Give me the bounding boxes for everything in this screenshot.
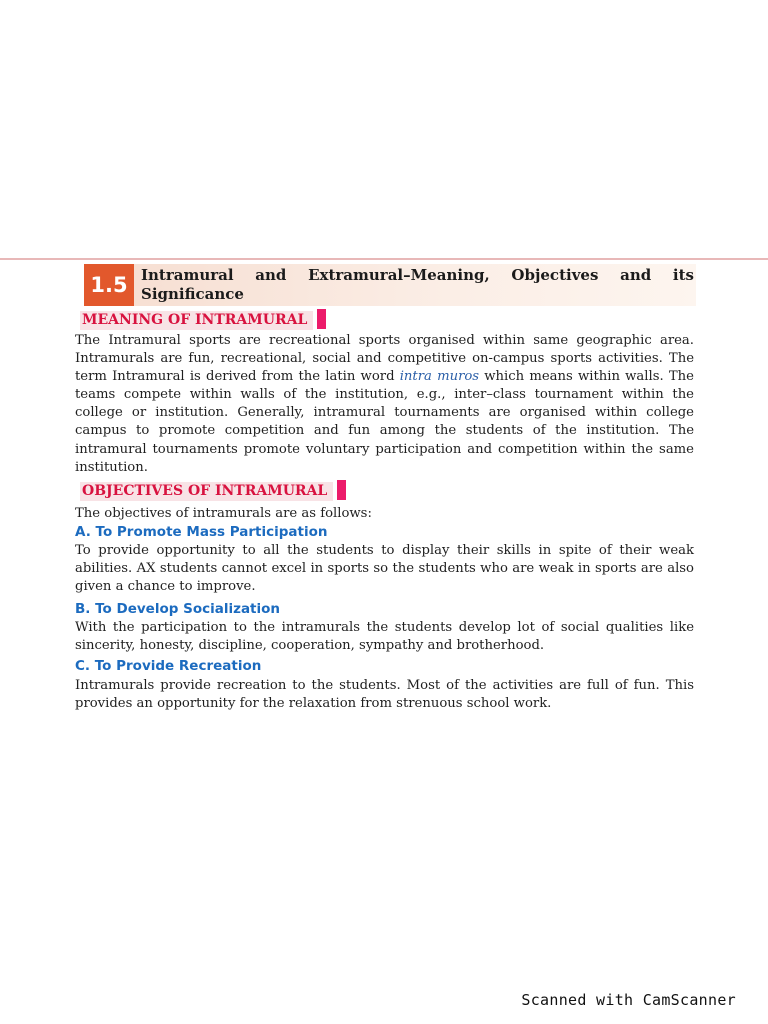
meaning-heading [76,309,326,331]
meaning-text-end: which means within walls. The teams compete within walls of the institution, e.g., inter–class tournament within the college or institution. Generally, intramural tournaments are organised within college campus to promote competition and fun among the students of the institution. The intramural tournaments promote voluntary participation and competition within the same institution. [75,369,694,475]
objective-a-text: To provide opportunity to all the students to display their skills in spite of their weak abilities. AX students cannot excel in sports so the students who are weak in sports are also given a chance to improve. [75,543,694,595]
heading-marker-icon [317,309,326,329]
section-title: Intramural and Extramural–Meaning, Objectives and its Significance [141,266,694,303]
objective-b-text: With the participation to the intramurals the students develop lot of social qualities like sincerity, honesty, discipline, cooperation, sympathy and brotherhood. [75,620,694,654]
objectives-heading-label: OBJECTIVES OF INTRAMURAL [80,482,333,501]
objectives-intro: The objectives of intramurals are as follows: [75,506,372,521]
camscanner-watermark: Scanned with CamScanner [521,991,736,1009]
meaning-text-start: The Intramural sports are recreational sports organised within same geographic area. Intramurals are fun, recreational, social and competitive on-campus sports activities. The term Intramural is derived from the latin word [75,333,694,385]
objective-c-text: Intramurals provide recreation to the students. Most of the activities are full of fun. This provides an opportunity for the relaxation from strenuous school work. [75,678,694,712]
page-top-rule [0,258,768,260]
section-header [84,264,696,306]
section-number-badge: 1.5 [84,264,134,306]
meaning-paragraph [75,332,694,477]
objective-a-title: A. To Promote Mass Participation [75,524,328,540]
objective-b-title: B. To Develop Socialization [75,601,281,617]
meaning-heading-label: MEANING OF INTRAMURAL [80,311,313,330]
heading-marker-icon [337,480,346,500]
objectives-heading [76,480,346,502]
objective-c-title: C. To Provide Recreation [75,658,262,674]
latin-term: intra muros [399,369,480,385]
